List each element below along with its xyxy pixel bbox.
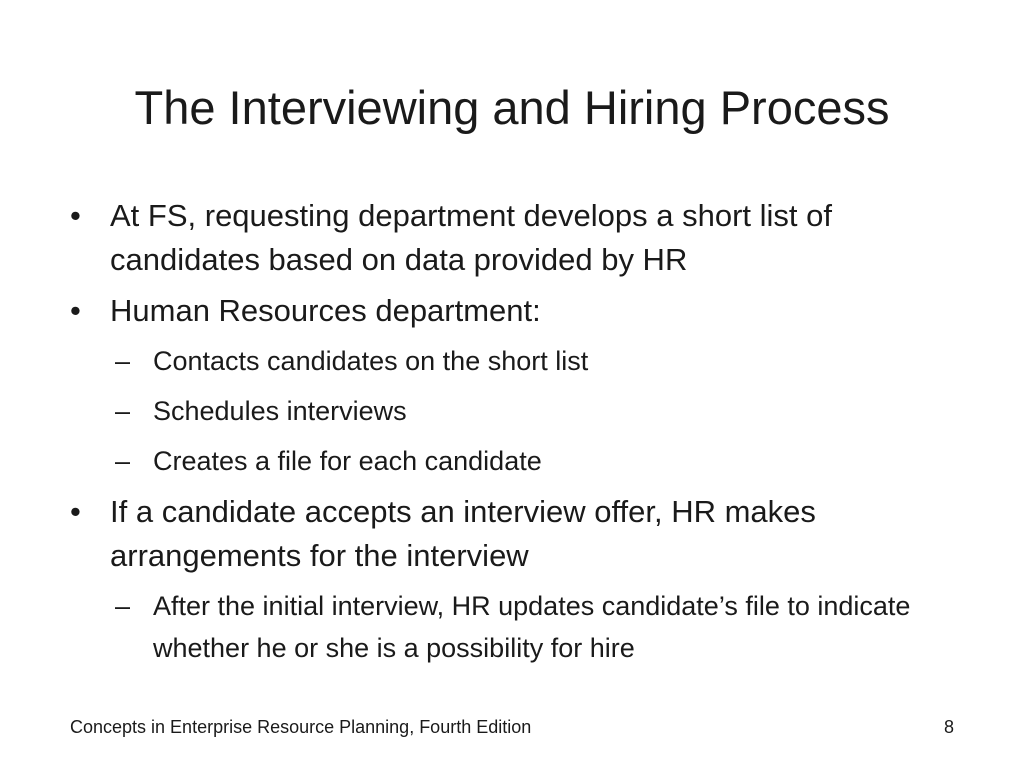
dash-icon: – xyxy=(115,346,131,376)
sub-bullet-text: Contacts candidates on the short list xyxy=(153,346,589,376)
sub-bullet-item xyxy=(115,390,953,432)
sub-bullet-item xyxy=(115,585,953,669)
sub-bullet-text: Schedules interviews xyxy=(153,396,407,426)
sub-bullet-text: After the initial interview, HR updates candidate’s file to indicate whether he or she is a possibility for hire xyxy=(153,591,911,663)
bullet-icon: • xyxy=(70,293,81,328)
sub-bullet-item xyxy=(115,440,953,482)
dash-icon: – xyxy=(115,446,131,476)
dash-icon: – xyxy=(115,591,131,621)
bullet-item xyxy=(70,289,960,333)
sub-bullet-item xyxy=(115,340,953,382)
footer-text: Concepts in Enterprise Resource Planning, Fourth Edition xyxy=(70,717,532,737)
slide-body xyxy=(70,194,970,677)
bullet-text: If a candidate accepts an interview offer, HR makes arrangements for the interview xyxy=(110,494,816,573)
bullet-item xyxy=(70,490,960,578)
bullet-icon: • xyxy=(70,198,81,233)
bullet-item xyxy=(70,194,960,282)
bullet-icon: • xyxy=(70,494,81,529)
dash-icon: – xyxy=(115,396,131,426)
page-number: 8 xyxy=(943,717,954,737)
bullet-text: Human Resources department: xyxy=(110,293,541,328)
sub-bullet-text: Creates a file for each candidate xyxy=(153,446,542,476)
bullet-text: At FS, requesting department develops a short list of candidates based on data provided by HR xyxy=(110,198,832,277)
slide-title: The Interviewing and Hiring Process xyxy=(134,81,890,134)
